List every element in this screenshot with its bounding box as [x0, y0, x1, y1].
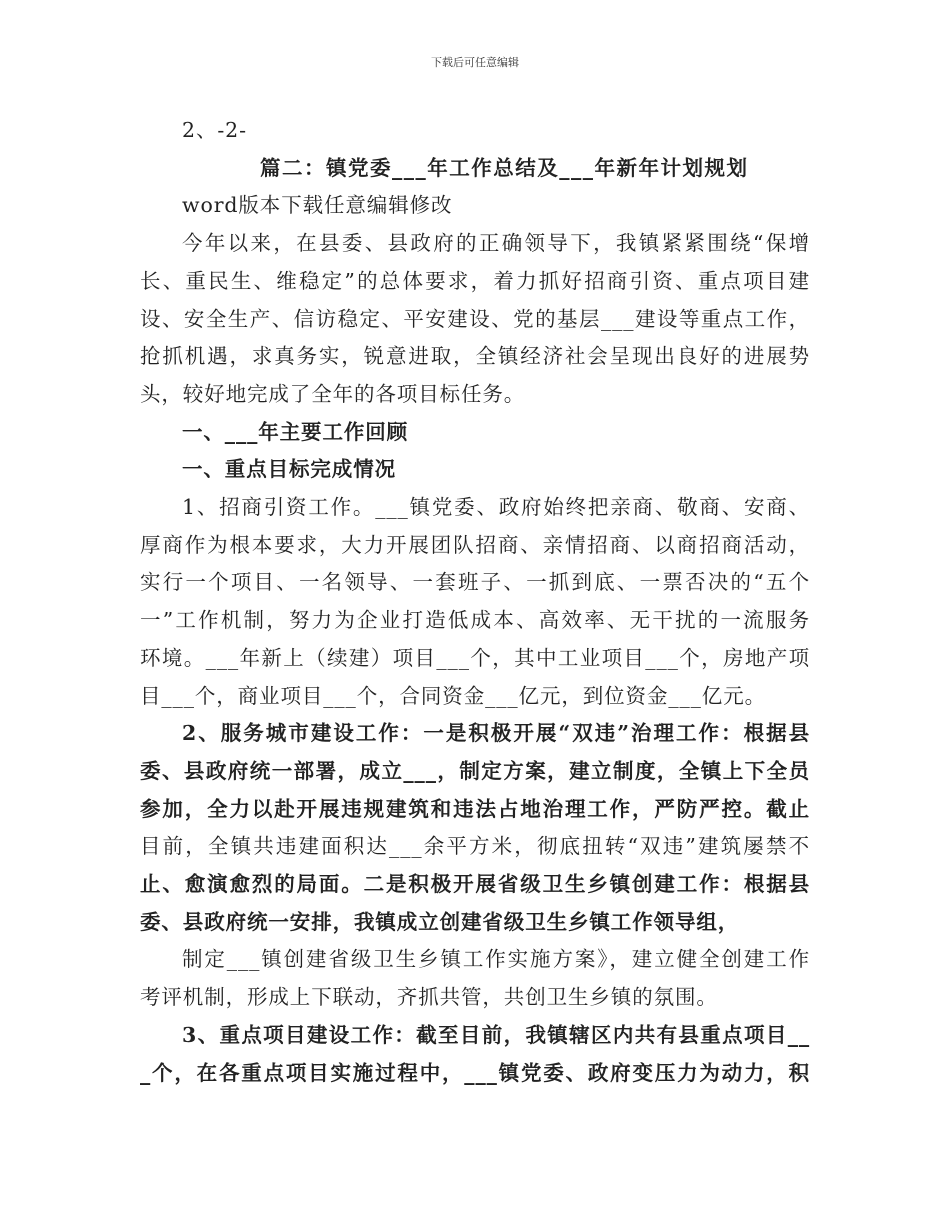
text-line: 参加，全力以赴开展违规建筑和违法占地治理工作，严防严控。截止 [140, 796, 810, 821]
text-line: 环境。___年新上（续建）项目___个，其中工业项目___个，房地产项 [140, 645, 810, 670]
text-line: 考评机制，形成上下联动，齐抓共管，共创卫生乡镇的氛围。 [140, 985, 718, 1010]
text-line: 目___个，商业项目___个，合同资金___亿元，到位资金___亿元。 [140, 683, 766, 708]
text-line: 一”工作机制，努力为企业打造低成本、高效率、无干扰的一流服务 [140, 608, 810, 633]
text-line: _个，在各重点项目实施过程中，___镇党委、政府变压力为动力，积 [140, 1060, 810, 1085]
text-line: 目前，全镇共违建面积达___余平方米，彻底扭转“双违”建筑屡禁不 [140, 834, 810, 859]
text-line: 今年以来，在县委、县政府的正确领导下，我镇紧紧围绕“保增 [182, 231, 810, 256]
body-text [140, 187, 810, 1092]
document-title: 篇二：镇党委___年工作总结及___年新年计划规划 [260, 155, 749, 180]
document-body [140, 112, 810, 1092]
page-header: 下载后可任意编辑 [431, 56, 519, 69]
text-line: 1、招商引资工作。___镇党委、政府始终把亲商、敬商、安商、 [182, 495, 810, 520]
text-line: 2、服务城市建设工作：一是积极开展“双违”治理工作：根据县 [182, 721, 810, 746]
text-line: 厚商作为根本要求，大力开展团队招商、亲情招商、以商招商活动， [140, 532, 810, 557]
text-line: 实行一个项目、一名领导、一套班子、一抓到底、一票否决的“五个 [140, 570, 810, 595]
text-line: 一、___年主要工作回顾 [182, 419, 409, 444]
text-line: word版本下载任意编辑修改 [182, 193, 453, 218]
text-line: 长、重民生、维稳定”的总体要求，着力抓好招商引资、重点项目建 [140, 268, 810, 293]
text-line: 委、县政府统一安排，我镇成立创建省级卫生乡镇工作领导组， [140, 909, 740, 934]
text-line: 抢抓机遇，求真务实，锐意进取，全镇经济社会呈现出良好的进展势 [140, 344, 810, 369]
text-line: 头，较好地完成了全年的各项目标任务。 [140, 381, 526, 406]
text-line: 一、重点目标完成情况 [182, 457, 396, 482]
text-line: 设、安全生产、信访稳定、平安建设、党的基层___建设等重点工作， [140, 306, 810, 331]
text-line: 3、重点项目建设工作：截至目前，我镇辖区内共有县重点项目__ [182, 1022, 810, 1047]
text-line: 制定___镇创建省级卫生乡镇工作实施方案》，建立健全创建工作 [182, 947, 810, 972]
page-number: 2、-2- [182, 118, 247, 142]
text-line: 止、愈演愈烈的局面。二是积极开展省级卫生乡镇创建工作：根据县 [140, 872, 810, 897]
text-line: 委、县政府统一部署，成立___，制定方案，建立制度，全镇上下全员 [140, 758, 810, 783]
